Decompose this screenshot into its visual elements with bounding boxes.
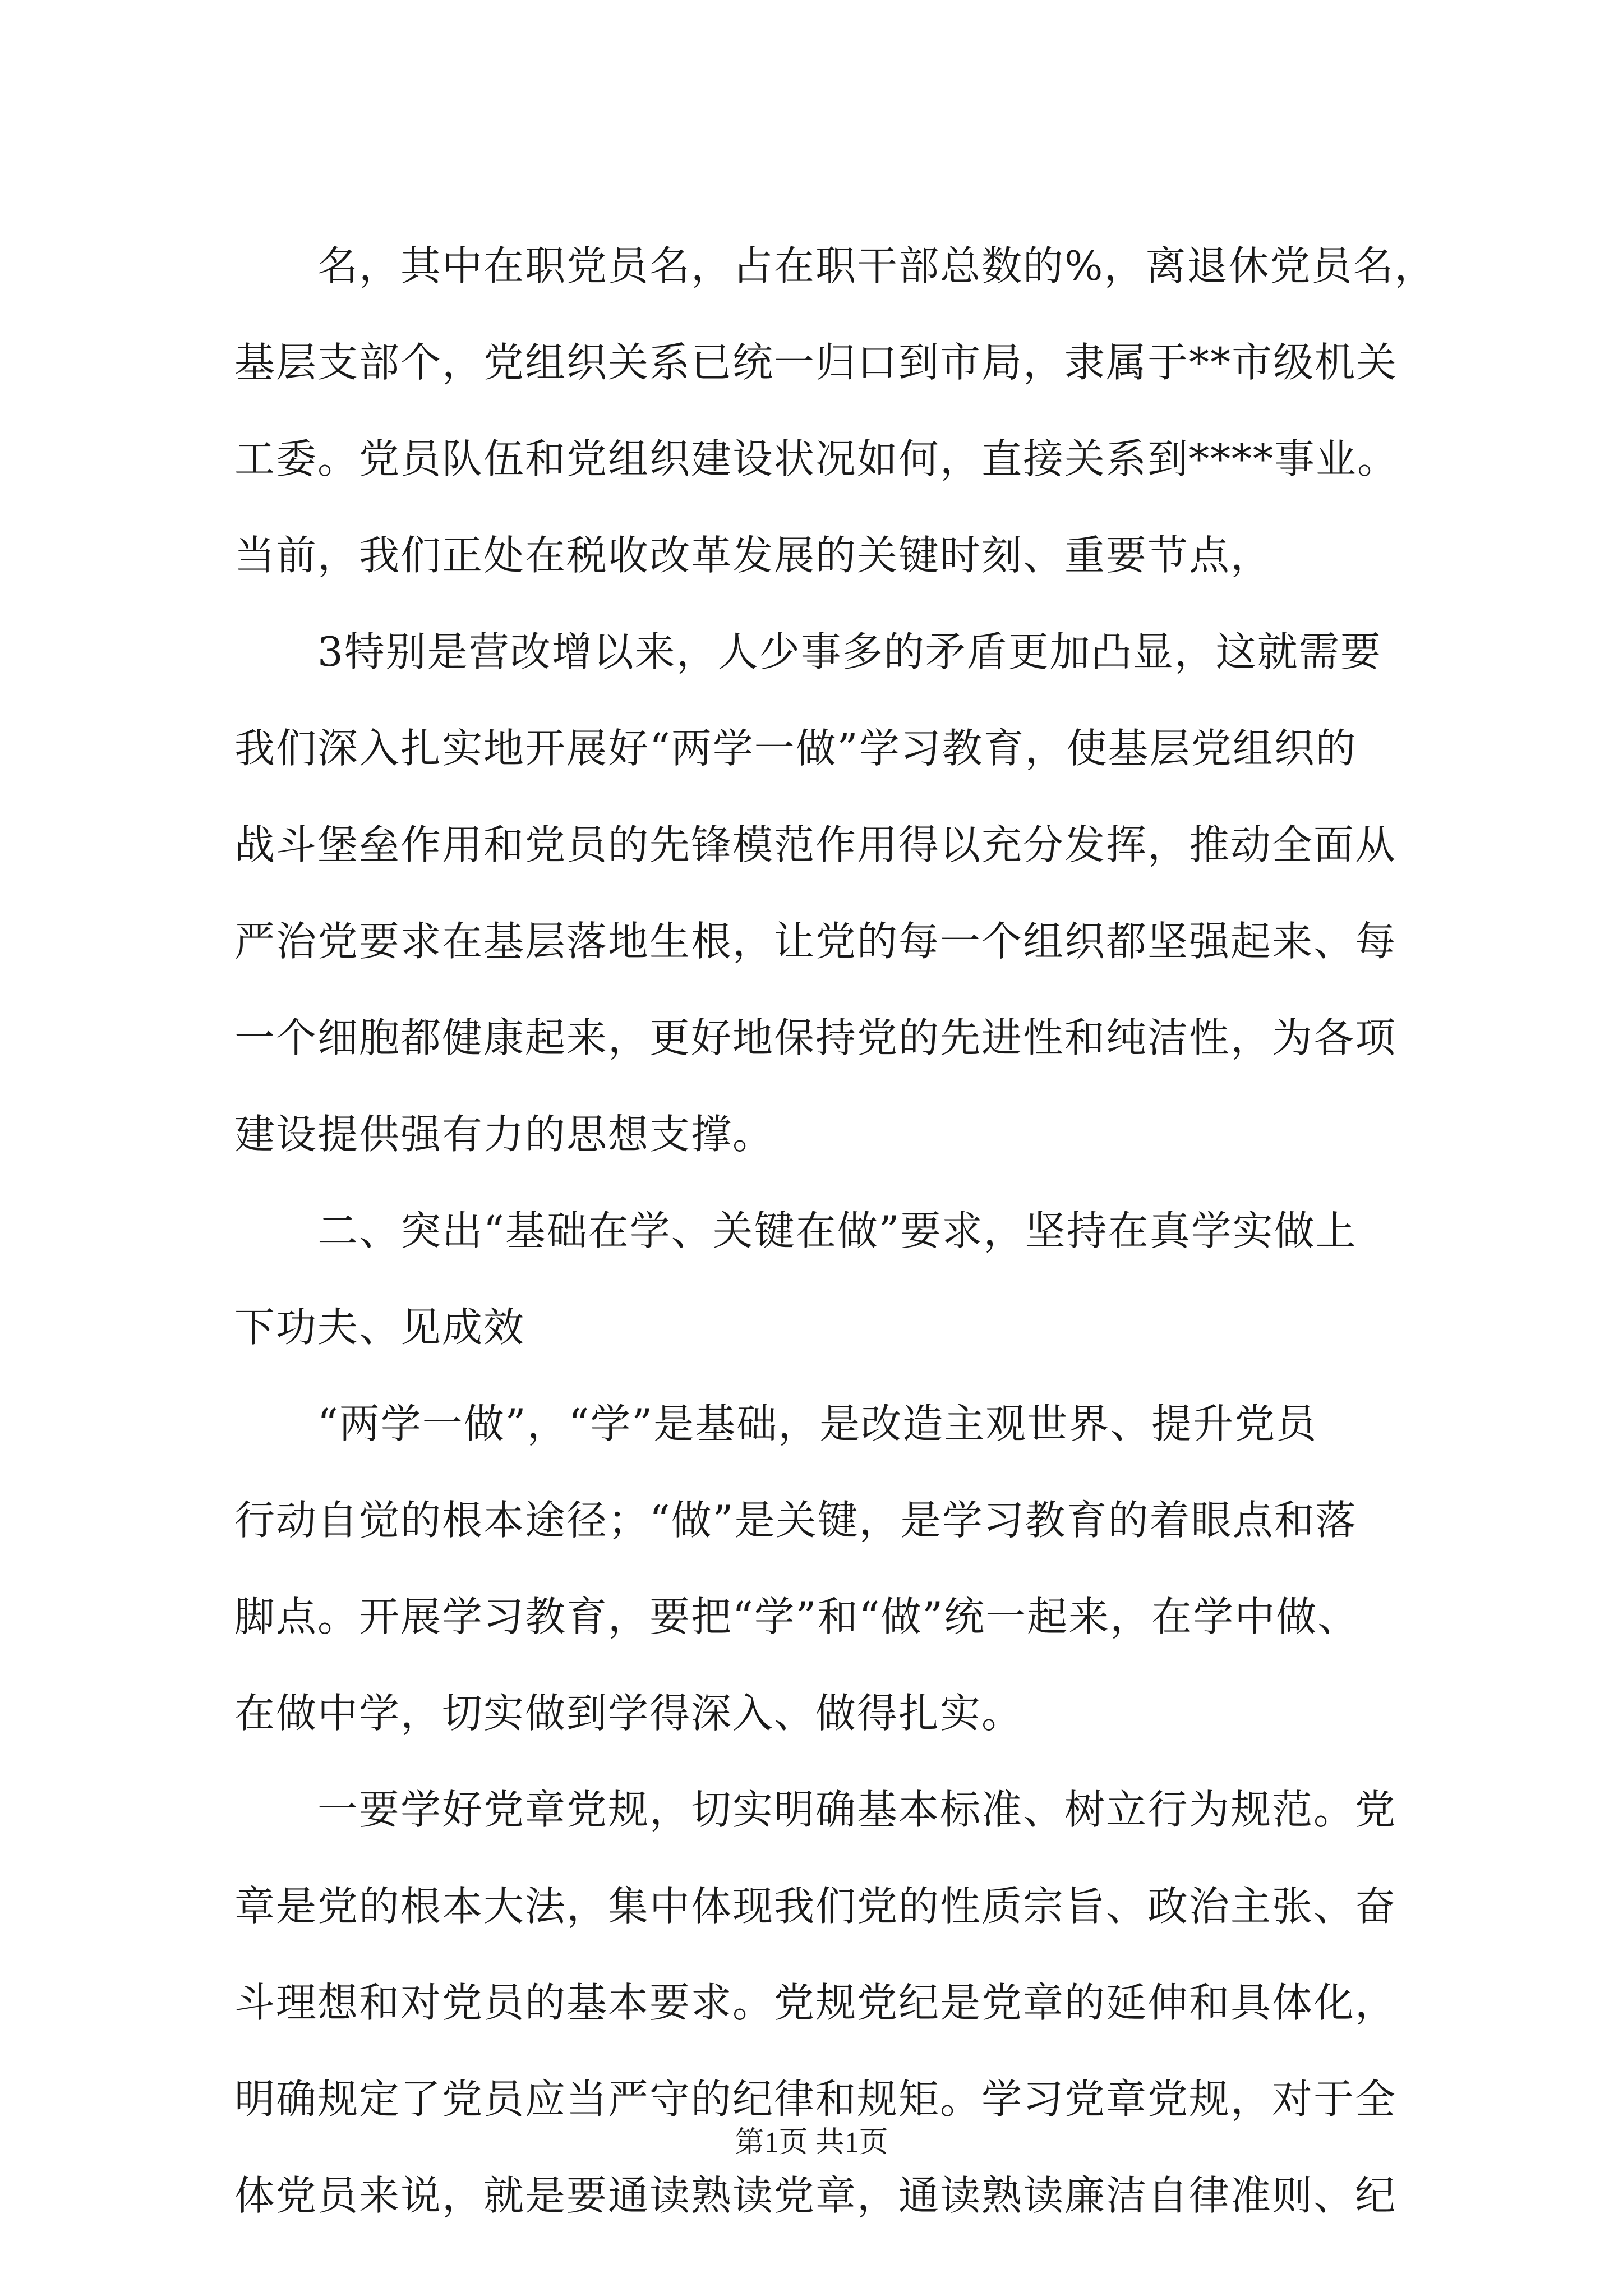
text-line: 行动自觉的根本途径；“做”是关键，是学习教育的着眼点和落 [234, 1497, 1357, 1544]
text-line: 下功夫、见成效 [234, 1304, 525, 1351]
text-line: 工委。党员队伍和党组织建设状况如何，直接关系到****事业。 [234, 435, 1399, 482]
text-line: 基层支部个，党组织关系已统一归口到市局，隶属于**市级机关 [234, 339, 1398, 386]
text-line: 脚点。开展学习教育，要把“学”和“做”统一起来，在学中做、 [234, 1593, 1359, 1640]
document-body [234, 218, 1436, 2244]
text-line: 当前，我们正处在税收改革发展的关键时刻、重要节点， [234, 532, 1272, 579]
text-line: 章是党的根本大法，集中体现我们党的性质宗旨、政治主张、奋 [234, 1883, 1397, 1930]
section-heading-2 [234, 1182, 1429, 1375]
text-line: 一个细胞都健康起来，更好地保持党的先进性和纯洁性，为各项 [234, 1014, 1397, 1061]
text-line: 名，其中在职党员名，占在职干部总数的%，离退休党员名， [317, 242, 1436, 289]
paragraph-2 [234, 604, 1429, 1182]
text-line: 在做中学，切实做到学得深入、做得扎实。 [234, 1690, 1023, 1737]
text-line: 严治党要求在基层落地生根，让党的每一个组织都坚强起来、每 [234, 918, 1397, 965]
text-line: 我们深入扎实地开展好“两学一做”学习教育，使基层党组织的 [234, 725, 1357, 772]
text-line: 战斗堡垒作用和党员的先锋模范作用得以充分发挥，推动全面从 [234, 821, 1397, 868]
text-line: 体党员来说，就是要通读熟读党章，通读熟读廉洁自律准则、纪 [234, 2172, 1397, 2219]
text-line: “两学一做”，“学”是基础，是改造主观世界、提升党员 [317, 1400, 1318, 1447]
text-line: 建设提供强有力的思想支撑。 [234, 1111, 774, 1158]
text-line: 二、突出“基础在学、关键在做”要求，坚持在真学实做上 [317, 1207, 1357, 1254]
page-number-footer: 第1页 共1页 [735, 2127, 888, 2159]
text-line: 明确规定了党员应当严守的纪律和规矩。学习党章党规，对于全 [234, 2076, 1397, 2123]
text-line: 斗理想和对党员的基本要求。党规党纪是党章的延伸和具体化， [234, 1979, 1397, 2026]
paragraph-1 [234, 218, 1436, 604]
paragraph-4 [234, 1761, 1429, 2244]
paragraph-3 [234, 1375, 1429, 1761]
text-line: 一要学好党章党规，切实明确基本标准、树立行为规范。党 [317, 1786, 1397, 1833]
text-line: 3特别是营改增以来，人少事多的矛盾更加凸显，这就需要 [317, 628, 1382, 675]
